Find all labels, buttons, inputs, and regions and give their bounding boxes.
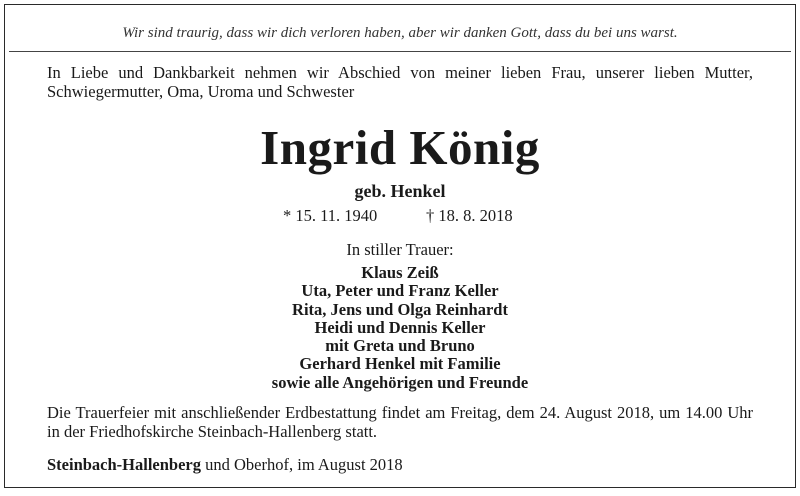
memorial-quote: Wir sind traurig, dass wir dich verloren haben, aber wir danken Gott, dass du bei uns warst. bbox=[122, 25, 678, 41]
deceased-name: Ingrid König bbox=[260, 120, 540, 175]
mourner-line: Heidi und Dennis Keller bbox=[314, 317, 486, 337]
place-and-date bbox=[47, 455, 403, 475]
mourner-line: Rita, Jens und Olga Reinhardt bbox=[292, 299, 508, 319]
mourner-line: sowie alle Angehörigen und Freunde bbox=[271, 372, 529, 392]
maiden-name: geb. Henkel bbox=[354, 181, 446, 201]
obituary-notice bbox=[4, 4, 796, 488]
intro-text: In Liebe und Dankbarkeit nehmen wir Abschied von meiner lieben Frau, unserer lieben Mutter, Schwiegermutter, Oma, Uroma und Schwester bbox=[47, 63, 753, 101]
mourner-line: Uta, Peter und Franz Keller bbox=[301, 281, 499, 301]
birth-date: * 15. 11. 1940 bbox=[283, 206, 378, 225]
ceremony-info: Die Trauerfeier mit anschließender Erdbestattung findet am Freitag, dem 24. August 2018, um 14.00 Uhr in der Friedhofskirche Steinbach-Hallenberg statt. bbox=[47, 403, 753, 441]
divider-line bbox=[9, 51, 791, 52]
death-date: † 18. 8. 2018 bbox=[426, 206, 513, 225]
mourner-line: Klaus Zeiß bbox=[361, 263, 439, 282]
mourner-line: mit Greta und Bruno bbox=[325, 336, 475, 356]
mourner-line: Gerhard Henkel mit Familie bbox=[299, 354, 501, 374]
place-date-text: und Oberhof, im August 2018 bbox=[201, 455, 403, 474]
mourning-label: In stiller Trauer: bbox=[346, 240, 454, 259]
mourners-list bbox=[5, 264, 795, 392]
place-town: Steinbach-Hallenberg bbox=[47, 455, 202, 474]
